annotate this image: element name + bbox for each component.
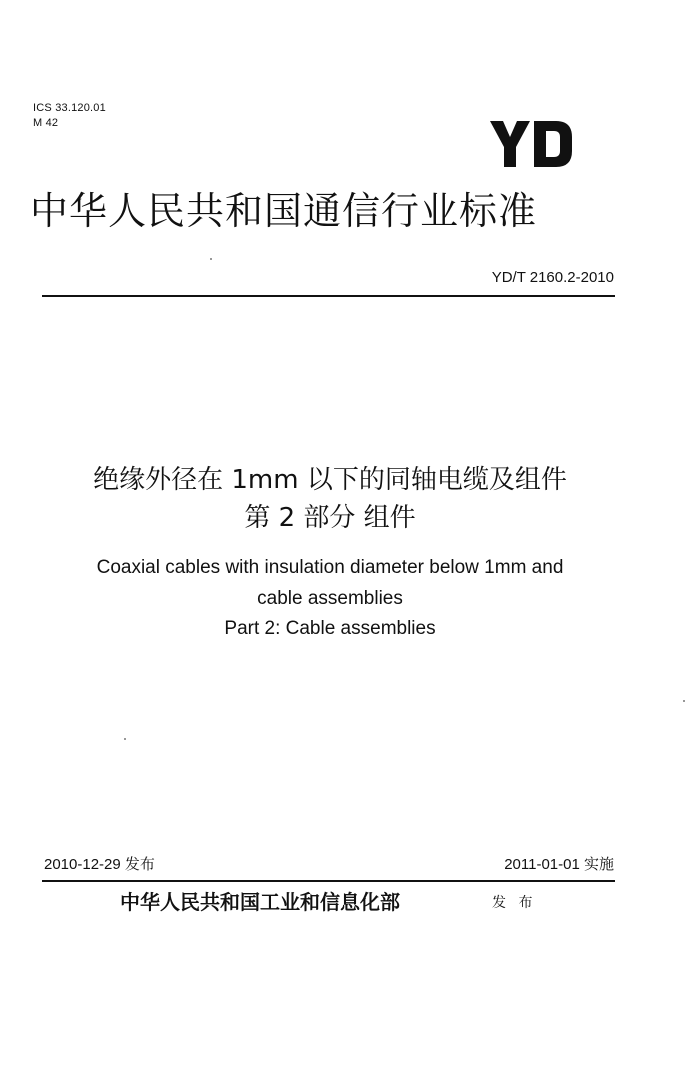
yd-logo-graphic xyxy=(486,113,576,173)
industry-standard-title: 中华人民共和国通信行业标准 xyxy=(30,189,538,233)
scan-speck xyxy=(124,738,126,740)
standard-number: YD/T 2160.2-2010 xyxy=(491,269,614,286)
issue-date: 2010-12-29 发布 xyxy=(44,856,155,873)
ccs-code: M 42 xyxy=(33,117,59,129)
ics-code: ICS 33.120.01 xyxy=(33,102,106,114)
title-en-line2: cable assemblies xyxy=(257,588,403,609)
top-divider xyxy=(42,295,615,297)
scan-speck xyxy=(210,258,212,260)
publisher-name: 中华人民共和国工业和信息化部 xyxy=(120,890,400,914)
title-en-line3: Part 2: Cable assemblies xyxy=(224,618,436,639)
scan-speck xyxy=(683,700,685,702)
title-en-line1: Coaxial cables with insulation diameter below 1mm and xyxy=(96,557,564,578)
bottom-divider xyxy=(42,880,615,882)
implementation-date: 2011-01-01 实施 xyxy=(504,856,614,873)
title-cn-line1: 绝缘外径在 1mm 以下的同轴电缆及组件 xyxy=(93,465,567,495)
title-cn-line2: 第 2 部分 组件 xyxy=(244,503,416,533)
publisher-action: 发 布 xyxy=(492,895,537,911)
classification-codes xyxy=(33,101,106,131)
yd-logo xyxy=(486,113,576,173)
